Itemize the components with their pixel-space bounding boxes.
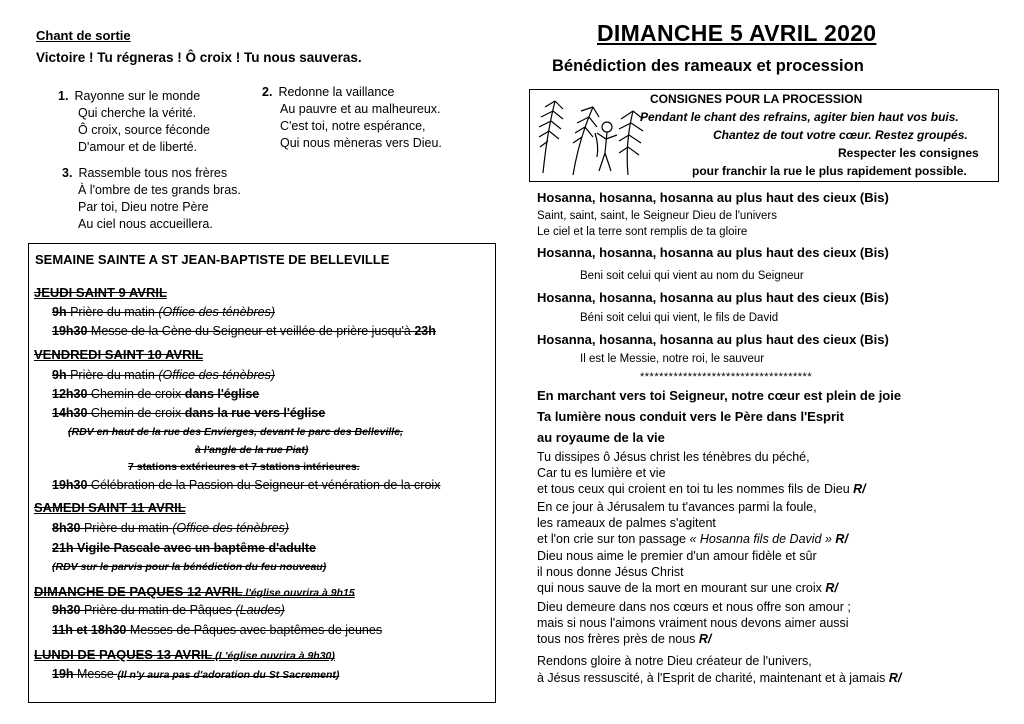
- hosanna-verse: Le ciel et la terre sont remplis de ta gloire: [537, 226, 748, 238]
- hosanna-verse: Il est le Messie, notre roi, le sauveur: [580, 353, 765, 365]
- schedule-entry: 8h30 Prière du matin (Office des ténèbres): [52, 521, 289, 535]
- schedule-entry: 21h Vigile Pascale avec un baptême d'adulte: [52, 541, 316, 555]
- schedule-entry: 14h30 Chemin de croix dans la rue vers l'église: [52, 406, 326, 420]
- rdv-note: (RDV en haut de la rue des Envierges, devant le parc des Belleville,: [68, 426, 403, 438]
- verse-line: Rassemble tous nos frères: [78, 166, 228, 180]
- day-heading-vendredi: VENDREDI SAINT 10 AVRIL: [34, 347, 204, 362]
- verse-line: Au ciel nous accueillera.: [78, 217, 213, 231]
- verse-number: 2.: [262, 85, 273, 99]
- page-title: DIMANCHE 5 AVRIL 2020: [597, 20, 877, 46]
- hosanna-verse: Saint, saint, saint, le Seigneur Dieu de l'univers: [537, 210, 777, 222]
- hosanna-verse: Beni soit celui qui vient au nom du Seigneur: [580, 270, 804, 282]
- rdv-note: (RDV sur le parvis pour la bénédiction du feu nouveau): [52, 561, 327, 573]
- day-heading-jeudi: JEUDI SAINT 9 AVRIL: [34, 285, 167, 300]
- semaine-title: SEMAINE SAINTE A ST JEAN-BAPTISTE DE BELLEVILLE: [35, 252, 390, 267]
- consignes-title: CONSIGNES POUR LA PROCESSION: [650, 92, 863, 106]
- marchant-verse: Dieu nous aime le premier d'un amour fidèle et sûr: [537, 549, 817, 563]
- verse-line: Redonne la vaillance: [278, 85, 395, 99]
- marchant-verse: qui nous sauve de la mort en mourant sur une croix R/: [537, 581, 838, 595]
- hosanna-verse: Béni soit celui qui vient, le fils de David: [580, 312, 779, 324]
- marchant-verse: Car tu es lumière et vie: [537, 466, 666, 480]
- day-heading-paques: DIMANCHE DE PAQUES 12 AVRIL l'église ouvrira à 9h15: [34, 584, 355, 599]
- marchant-verse: il nous donne Jésus Christ: [537, 565, 684, 579]
- schedule-entry: 12h30 Chemin de croix dans l'église: [52, 387, 260, 401]
- marchant-refrain: En marchant vers toi Seigneur, notre cœur est plein de joie: [537, 388, 902, 403]
- chant-sortie-title: Chant de sortie: [36, 28, 131, 43]
- marchant-verse: tous nos frères près de nous R/: [537, 632, 712, 646]
- palm-procession-illustration: [533, 93, 653, 177]
- verse-3: [62, 165, 241, 233]
- schedule-entry: 19h30 Célébration de la Passion du Seigneur et vénération de la croix: [52, 478, 441, 492]
- rdv-note: à l'angle de la rue Piat): [195, 444, 309, 456]
- verse-2: [262, 84, 442, 152]
- verse-line: Par toi, Dieu notre Père: [78, 200, 209, 214]
- separator-stars: ************************************: [640, 371, 813, 383]
- consigne-line: Chantez de tout votre cœur. Restez groupés.: [713, 128, 968, 142]
- verse-1: [58, 88, 210, 156]
- marchant-verse: En ce jour à Jérusalem tu t'avances parmi la foule,: [537, 500, 817, 514]
- marchant-verse: les rameaux de palmes s'agitent: [537, 516, 716, 530]
- page-subtitle: Bénédiction des rameaux et procession: [552, 57, 864, 75]
- schedule-entry: 11h et 18h30 Messes de Pâques avec baptêmes de jeunes: [52, 623, 383, 637]
- verse-line: D'amour et de liberté.: [78, 140, 198, 154]
- schedule-entry: 9h Prière du matin (Office des ténèbres): [52, 368, 276, 382]
- marchant-verse: à Jésus ressuscité, à l'Esprit de charité, maintenant et à jamais R/: [537, 671, 902, 685]
- verse-line: Ô croix, source féconde: [78, 123, 211, 137]
- verse-line: Qui nous mèneras vers Dieu.: [280, 136, 442, 150]
- day-heading-samedi: SAMEDI SAINT 11 AVRIL: [34, 500, 186, 515]
- consigne-line: Respecter les consignes: [838, 146, 979, 160]
- marchant-refrain: au royaume de la vie: [537, 430, 665, 445]
- verse-number: 1.: [58, 89, 69, 103]
- verse-line: Au pauvre et au malheureux.: [280, 102, 441, 116]
- schedule-entry: 9h Prière du matin (Office des ténèbres): [52, 305, 276, 319]
- schedule-entry: 9h30 Prière du matin de Pâques (Laudes): [52, 603, 285, 617]
- verse-line: À l'ombre de tes grands bras.: [78, 183, 241, 197]
- verse-line: Qui cherche la vérité.: [78, 106, 197, 120]
- verse-line: C'est toi, notre espérance,: [280, 119, 426, 133]
- hosanna-refrain: Hosanna, hosanna, hosanna au plus haut des cieux (Bis): [537, 290, 889, 305]
- schedule-entry: 19h30 Messe de la Cène du Seigneur et veillée de prière jusqu'à 23h: [52, 324, 436, 338]
- marchant-verse: Tu dissipes ô Jésus christ les ténèbres du péché,: [537, 450, 810, 464]
- day-heading-lundi: LUNDI DE PAQUES 13 AVRIL (L'église ouvrira à 9h30): [34, 647, 335, 662]
- schedule-entry: 19h Messe (Il n'y aura pas d'adoration du St Sacrement): [52, 667, 340, 681]
- hosanna-refrain: Hosanna, hosanna, hosanna au plus haut des cieux (Bis): [537, 332, 889, 347]
- marchant-verse: et tous ceux qui croient en toi tu les nommes fils de Dieu R/: [537, 482, 866, 496]
- consigne-line: Pendant le chant des refrains, agiter bien haut vos buis.: [640, 110, 959, 124]
- verse-line: Rayonne sur le monde: [74, 89, 201, 103]
- marchant-verse: mais si nous l'aimons vraiment nous devons aimer aussi: [537, 616, 849, 630]
- marchant-verse: et l'on crie sur ton passage « Hosanna fils de David » R/: [537, 532, 848, 546]
- consigne-line: pour franchir la rue le plus rapidement possible.: [692, 164, 967, 178]
- verse-number: 3.: [62, 166, 73, 180]
- marchant-refrain: Ta lumière nous conduit vers le Père dans l'Esprit: [537, 409, 844, 424]
- stations-note: 7 stations extérieures et 7 stations intérieures.: [128, 461, 360, 473]
- hosanna-refrain: Hosanna, hosanna, hosanna au plus haut des cieux (Bis): [537, 245, 889, 260]
- marchant-verse: Rendons gloire à notre Dieu créateur de l'univers,: [537, 654, 812, 668]
- marchant-verse: Dieu demeure dans nos cœurs et nous offre son amour ;: [537, 600, 851, 614]
- hosanna-refrain: Hosanna, hosanna, hosanna au plus haut des cieux (Bis): [537, 190, 889, 205]
- chant-refrain: Victoire ! Tu régneras ! Ô croix ! Tu nous sauveras.: [36, 50, 362, 65]
